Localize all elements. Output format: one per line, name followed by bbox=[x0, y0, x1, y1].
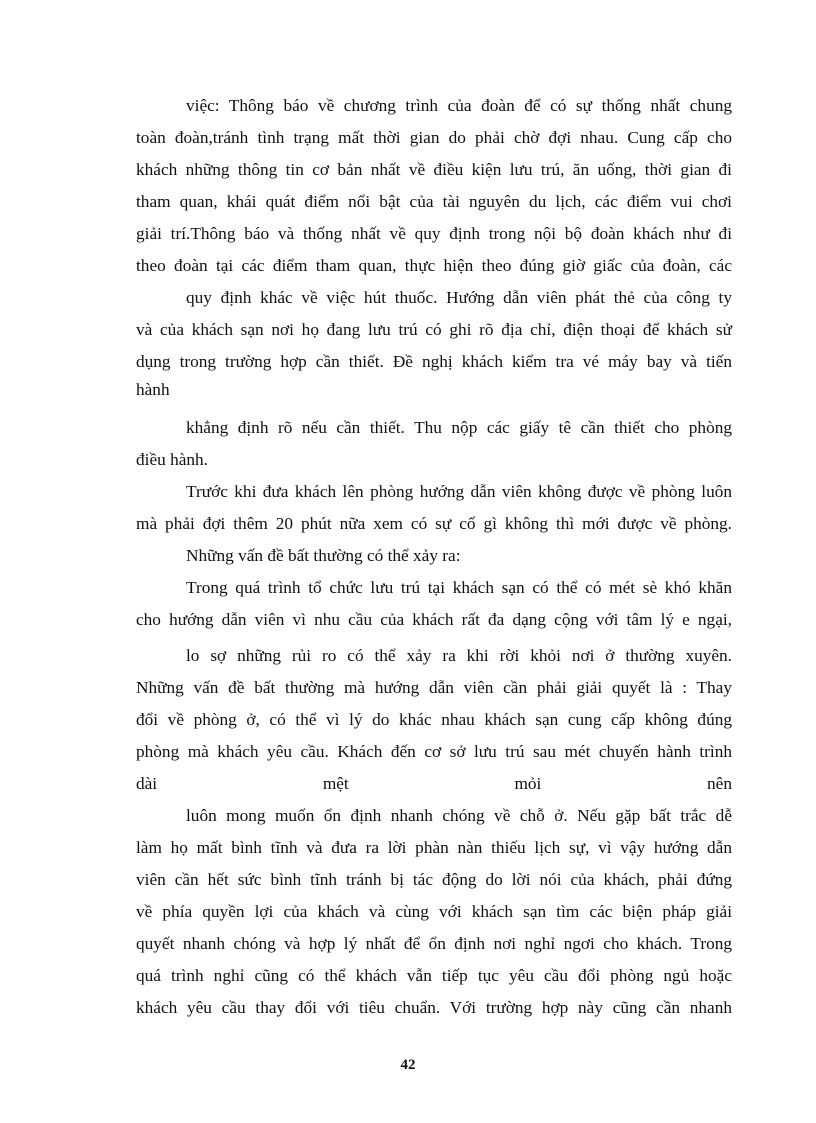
text-line-16: Trong quá trình tổ chức lưu trú tại khách sạn có thể có mét sè khó khăn bbox=[186, 578, 732, 597]
text-line-23: luôn mong muốn ổn định nhanh chóng về chỗ ở. Nếu gặp bất trắc dễ bbox=[186, 806, 732, 825]
text-line-12: điều hành. bbox=[136, 450, 208, 469]
text-line-28: quá trình nghỉ cũng có thể khách vẫn tiếp tục yêu cầu đổi phòng ngủ hoặc bbox=[136, 966, 732, 985]
text-line-19: Những vấn đề bất thường mà hướng dẫn viên cần phải giải quyết là : Thay bbox=[136, 678, 732, 697]
text-line-26: về phía quyền lợi của khách và cùng với khách sạn tìm các biện pháp giải bbox=[136, 902, 732, 921]
text-line-17: cho hướng dẫn viên vì nhu cầu của khách rất đa dạng cộng với tâm lý e ngại, bbox=[136, 610, 732, 629]
page-number: 42 bbox=[400, 1057, 416, 1073]
text-line-3: khách những thông tin cơ bản nhất về điều kiện lưu trú, ăn uống, thời gian đi bbox=[136, 160, 732, 179]
text-line-29: khách yêu cầu thay đổi với tiêu chuẩn. Với trường hợp này cũng cần nhanh bbox=[136, 998, 732, 1017]
text-line-4: tham quan, khái quát điểm nổi bật của tài nguyên du lịch, các điểm vui chơi bbox=[136, 192, 732, 211]
text-line-27: quyết nhanh chóng và hợp lý nhất để ổn định nơi nghỉ ngơi cho khách. Trong bbox=[136, 934, 732, 953]
text-line-20: đổi về phòng ở, có thể vì lý do khác nhau khách sạn cung cấp không đúng bbox=[136, 710, 732, 729]
text-line-1: việc: Thông báo về chương trình của đoàn để có sự thống nhất chung bbox=[186, 96, 732, 115]
text-line-6: theo đoàn tại các điểm tham quan, thực hiện theo đúng giờ giấc của đoàn, các bbox=[136, 256, 732, 275]
text-line-25: viên cần hết sức bình tĩnh tránh bị tác động do lời nói của khách, phải đứng bbox=[136, 870, 732, 889]
text-line-24: làm họ mất bình tĩnh và đưa ra lời phàn nàn thiếu lịch sự, vì vậy hướng dẫn bbox=[136, 838, 732, 857]
text-line-7: quy định khác về việc hút thuốc. Hướng dẫn viên phát thẻ của công ty bbox=[186, 288, 732, 307]
text-line-10: hành bbox=[136, 380, 170, 399]
text-line-9: dụng trong trường hợp cần thiết. Đề nghị khách kiểm tra vé máy bay và tiến bbox=[136, 352, 732, 371]
text-line-2: toàn đoàn,tránh tình trạng mất thời gian do phải chờ đợi nhau. Cung cấp cho bbox=[136, 128, 732, 147]
text-line-5: giải trí.Thông báo và thống nhất về quy định trong nội bộ đoàn khách như đi bbox=[136, 224, 732, 243]
text-line-11: khẳng định rõ nếu cần thiết. Thu nộp các giấy tê cần thiết cho phòng bbox=[186, 418, 732, 437]
text-line-15: Những vấn đề bất thường có thể xảy ra: bbox=[186, 546, 461, 565]
text-line-21: phòng mà khách yêu cầu. Khách đến cơ sở lưu trú sau mét chuyến hành trình bbox=[136, 742, 732, 761]
text-line-14: mà phải đợi thêm 20 phút nữa xem có sự cố gì không thì mới được về phòng. bbox=[136, 514, 732, 533]
text-line-8: và của khách sạn nơi họ đang lưu trú có ghi rõ địa chỉ, điện thoại để khách sử bbox=[136, 320, 732, 339]
text-line-18: lo sợ những rủi ro có thể xảy ra khi rời khỏi nơi ở thường xuyên. bbox=[186, 646, 732, 665]
text-line-22: dài mệt mỏi nên bbox=[136, 774, 732, 793]
text-line-13: Trước khi đưa khách lên phòng hướng dẫn viên không được về phòng luôn bbox=[186, 482, 732, 501]
